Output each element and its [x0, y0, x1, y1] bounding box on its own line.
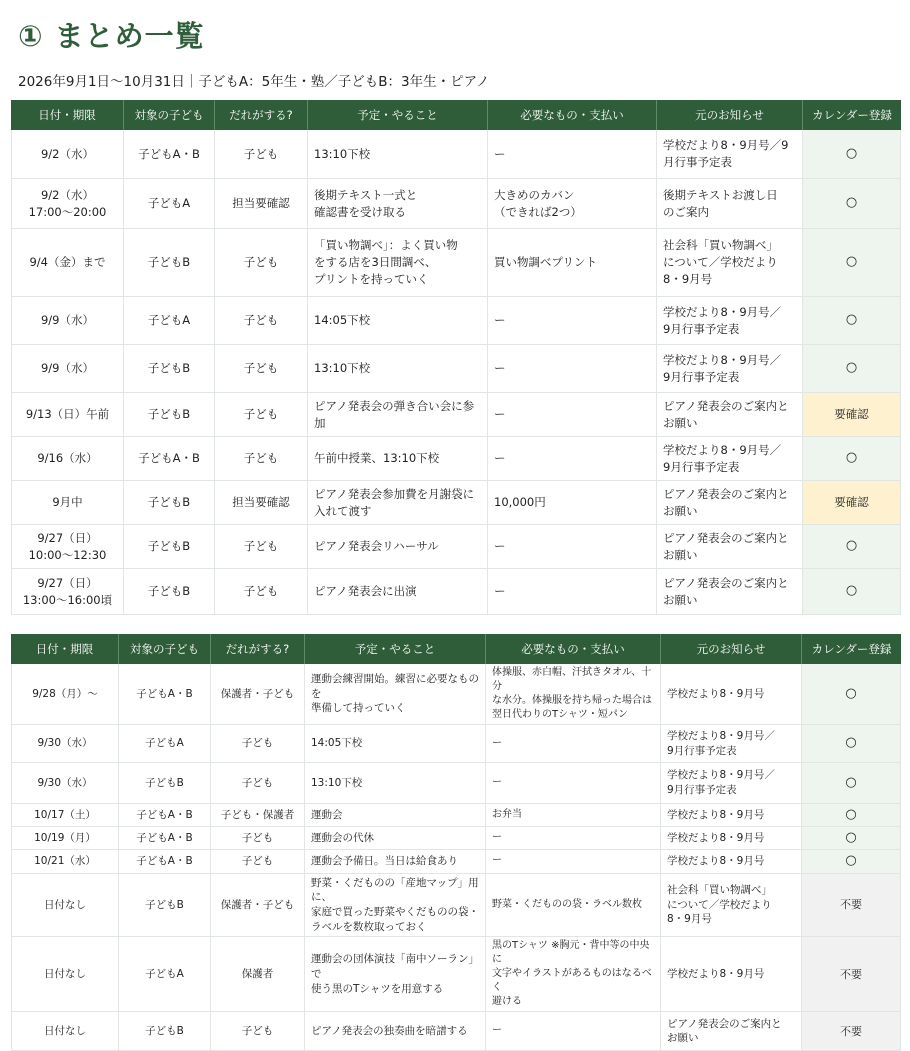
- who-cell: 担当要確認: [215, 179, 308, 229]
- items-cell: ー: [488, 569, 657, 615]
- items-cell: ー: [486, 827, 661, 850]
- calendar-cell: 要確認: [803, 393, 901, 437]
- table-row: [11, 481, 901, 525]
- date-cell: 9/2（水）: [11, 130, 124, 179]
- date-cell: 日付なし: [11, 1012, 119, 1051]
- column-header: 日付・期限: [11, 100, 124, 130]
- child-cell: 子どもA・B: [119, 804, 211, 827]
- calendar-cell: ○: [802, 804, 901, 827]
- column-header: 対象の子ども: [124, 100, 215, 130]
- date-cell: 9/27（日） 10:00〜12:30: [11, 525, 124, 569]
- task-cell: 運動会予備日。当日は給食あり: [305, 850, 486, 873]
- table-row: [11, 827, 901, 850]
- who-cell: 子ども: [215, 569, 308, 615]
- items-cell: ー: [486, 1012, 661, 1051]
- source-cell: 社会科「買い物調べ」 について／学校だより 8・9月号: [661, 874, 802, 938]
- child-cell: 子どもB: [119, 1012, 211, 1051]
- child-cell: 子どもA: [124, 179, 215, 229]
- calendar-cell: ○: [803, 345, 901, 393]
- table-row: [11, 345, 901, 393]
- child-cell: 子どもB: [124, 569, 215, 615]
- task-cell: 14:05下校: [308, 297, 488, 345]
- who-cell: 担当要確認: [215, 481, 308, 525]
- table-header-row: [11, 100, 901, 130]
- source-cell: 学校だより8・9月号: [661, 664, 802, 725]
- table-row: [11, 1012, 901, 1051]
- schedule-table-october: [11, 634, 901, 1051]
- column-header: 予定・やること: [305, 634, 486, 664]
- task-cell: 「買い物調べ」：よく買い物 をする店を3日間調べ、 プリントを持っていく: [308, 229, 488, 297]
- source-cell: 学校だより8・9月号／ 9月行事予定表: [661, 725, 802, 763]
- calendar-cell: ○: [803, 525, 901, 569]
- child-cell: 子どもA: [124, 297, 215, 345]
- calendar-cell: ○: [803, 229, 901, 297]
- date-cell: 9/4（金）まで: [11, 229, 124, 297]
- page-title: ① まとめ一覧: [18, 19, 205, 53]
- table-row: [11, 130, 901, 179]
- task-cell: 野菜・くだものの「産地マップ」用に、 家庭で買った野菜やくだものの袋・ ラベルを数枚取っておく: [305, 874, 486, 938]
- child-cell: 子どもA・B: [124, 130, 215, 179]
- date-cell: 日付なし: [11, 874, 119, 938]
- source-cell: 学校だより8・9月号: [661, 827, 802, 850]
- child-cell: 子どもB: [124, 345, 215, 393]
- calendar-cell: ○: [803, 179, 901, 229]
- table-row: [11, 297, 901, 345]
- date-cell: 9/13（日）午前: [11, 393, 124, 437]
- calendar-cell: ○: [803, 130, 901, 179]
- child-cell: 子どもB: [119, 763, 211, 804]
- source-cell: 後期テキストお渡し日 のご案内: [657, 179, 803, 229]
- source-cell: 学校だより8・9月号／9月行事予定表: [657, 130, 803, 179]
- column-header: だれがする?: [215, 100, 308, 130]
- items-cell: ー: [488, 525, 657, 569]
- child-cell: 子どもB: [124, 481, 215, 525]
- who-cell: 保護者・子ども: [211, 664, 305, 725]
- source-cell: ピアノ発表会のご案内と お願い: [657, 393, 803, 437]
- calendar-cell: ○: [802, 664, 901, 725]
- who-cell: 子ども: [215, 297, 308, 345]
- items-cell: 体操服、赤白帽、汗拭きタオル、十分 な水分。体操服を持ち帰った場合は 翌日代わりのTシャツ・短パン: [486, 664, 661, 725]
- items-cell: ー: [488, 345, 657, 393]
- task-cell: ピアノ発表会参加費を月謝袋に 入れて渡す: [308, 481, 488, 525]
- child-cell: 子どもA・B: [119, 827, 211, 850]
- calendar-cell: ○: [802, 725, 901, 763]
- items-cell: ー: [488, 130, 657, 179]
- who-cell: 子ども: [215, 525, 308, 569]
- source-cell: ピアノ発表会のご案内と お願い: [657, 569, 803, 615]
- items-cell: ー: [486, 850, 661, 873]
- calendar-cell: ○: [803, 437, 901, 481]
- table-row: [11, 763, 901, 804]
- child-cell: 子どもB: [124, 525, 215, 569]
- child-cell: 子どもB: [124, 393, 215, 437]
- source-cell: 学校だより8・9月号／ 9月行事予定表: [661, 763, 802, 804]
- who-cell: 子ども: [211, 725, 305, 763]
- who-cell: 子ども: [211, 827, 305, 850]
- child-cell: 子どもA・B: [119, 664, 211, 725]
- source-cell: 学校だより8・9月号／ 9月行事予定表: [657, 437, 803, 481]
- child-cell: 子どもA: [119, 937, 211, 1012]
- child-cell: 子どもB: [119, 874, 211, 938]
- date-cell: 9/9（水）: [11, 345, 124, 393]
- task-cell: ピアノ発表会の独奏曲を暗譜する: [305, 1012, 486, 1051]
- table-row: [11, 937, 901, 1012]
- child-cell: 子どもA: [119, 725, 211, 763]
- date-cell: 9/30（水）: [11, 763, 119, 804]
- column-header: カレンダー登録: [803, 100, 901, 130]
- calendar-cell: ○: [802, 850, 901, 873]
- calendar-cell: ○: [803, 297, 901, 345]
- column-header: 対象の子ども: [119, 634, 211, 664]
- date-cell: 9月中: [11, 481, 124, 525]
- items-cell: ー: [488, 393, 657, 437]
- table-row: [11, 804, 901, 827]
- date-cell: 9/2（水） 17:00〜20:00: [11, 179, 124, 229]
- column-header: 日付・期限: [11, 634, 119, 664]
- who-cell: 子ども・保護者: [211, 804, 305, 827]
- column-header: 元のお知らせ: [661, 634, 802, 664]
- task-cell: 運動会練習開始。練習に必要なものを 準備して持っていく: [305, 664, 486, 725]
- task-cell: 午前中授業、13:10下校: [308, 437, 488, 481]
- table-row: [11, 725, 901, 763]
- source-cell: 社会科「買い物調べ」 について／学校だより 8・9月号: [657, 229, 803, 297]
- task-cell: ピアノ発表会に出演: [308, 569, 488, 615]
- task-cell: 13:10下校: [308, 345, 488, 393]
- items-cell: 大きめのカバン （できれば2つ）: [488, 179, 657, 229]
- source-cell: ピアノ発表会のご案内と お願い: [657, 481, 803, 525]
- column-header: 必要なもの・支払い: [486, 634, 661, 664]
- who-cell: 子ども: [215, 130, 308, 179]
- table-row: [11, 569, 901, 615]
- table-row: [11, 229, 901, 297]
- who-cell: 子ども: [211, 1012, 305, 1051]
- page-subtitle: 2026年9月1日〜10月31日｜子どもA：5年生・塾／子どもB：3年生・ピアノ: [18, 74, 490, 90]
- date-cell: 9/30（水）: [11, 725, 119, 763]
- source-cell: ピアノ発表会のご案内と お願い: [661, 1012, 802, 1051]
- date-cell: 9/9（水）: [11, 297, 124, 345]
- who-cell: 子ども: [215, 345, 308, 393]
- source-cell: ピアノ発表会のご案内と お願い: [657, 525, 803, 569]
- who-cell: 子ども: [211, 763, 305, 804]
- column-header: 必要なもの・支払い: [488, 100, 657, 130]
- calendar-cell: ○: [803, 569, 901, 615]
- task-cell: 運動会の代休: [305, 827, 486, 850]
- column-header: 予定・やること: [308, 100, 488, 130]
- who-cell: 子ども: [215, 393, 308, 437]
- items-cell: ー: [486, 763, 661, 804]
- table-row: [11, 525, 901, 569]
- task-cell: ピアノ発表会の弾き合い会に参加: [308, 393, 488, 437]
- table-row: [11, 393, 901, 437]
- date-cell: 10/19（月）: [11, 827, 119, 850]
- calendar-cell: 不要: [802, 937, 901, 1012]
- items-cell: ー: [486, 725, 661, 763]
- source-cell: 学校だより8・9月号: [661, 937, 802, 1012]
- calendar-cell: 不要: [802, 1012, 901, 1051]
- task-cell: 14:05下校: [305, 725, 486, 763]
- column-header: 元のお知らせ: [657, 100, 803, 130]
- items-cell: 10,000円: [488, 481, 657, 525]
- task-cell: 13:10下校: [305, 763, 486, 804]
- table-row: [11, 179, 901, 229]
- calendar-cell: 不要: [802, 874, 901, 938]
- date-cell: 日付なし: [11, 937, 119, 1012]
- child-cell: 子どもB: [124, 229, 215, 297]
- task-cell: 後期テキスト一式と 確認書を受け取る: [308, 179, 488, 229]
- child-cell: 子どもA・B: [124, 437, 215, 481]
- who-cell: 保護者・子ども: [211, 874, 305, 938]
- schedule-table-september: [11, 100, 901, 615]
- date-cell: 9/16（水）: [11, 437, 124, 481]
- table-row: [11, 874, 901, 938]
- table-row: [11, 850, 901, 873]
- calendar-cell: ○: [802, 827, 901, 850]
- who-cell: 子ども: [215, 437, 308, 481]
- column-header: カレンダー登録: [802, 634, 901, 664]
- date-cell: 9/28（月）〜: [11, 664, 119, 725]
- who-cell: 子ども: [215, 229, 308, 297]
- date-cell: 10/21（水）: [11, 850, 119, 873]
- source-cell: 学校だより8・9月号／ 9月行事予定表: [657, 297, 803, 345]
- task-cell: ピアノ発表会リハーサル: [308, 525, 488, 569]
- source-cell: 学校だより8・9月号／ 9月行事予定表: [657, 345, 803, 393]
- source-cell: 学校だより8・9月号: [661, 850, 802, 873]
- date-cell: 9/27（日） 13:00〜16:00頃: [11, 569, 124, 615]
- child-cell: 子どもA・B: [119, 850, 211, 873]
- items-cell: 野菜・くだものの袋・ラベル数枚: [486, 874, 661, 938]
- items-cell: ー: [488, 437, 657, 481]
- items-cell: 黒のTシャツ ※胸元・背中等の中央に 文字やイラストがあるものはなるべく 避ける: [486, 937, 661, 1012]
- column-header: だれがする?: [211, 634, 305, 664]
- items-cell: ー: [488, 297, 657, 345]
- items-cell: お弁当: [486, 804, 661, 827]
- table-row: [11, 664, 901, 725]
- table-header-row: [11, 634, 901, 664]
- items-cell: 買い物調べプリント: [488, 229, 657, 297]
- calendar-cell: 要確認: [803, 481, 901, 525]
- task-cell: 運動会の団体演技「南中ソーラン」で 使う黒のTシャツを用意する: [305, 937, 486, 1012]
- task-cell: 13:10下校: [308, 130, 488, 179]
- task-cell: 運動会: [305, 804, 486, 827]
- date-cell: 10/17（土）: [11, 804, 119, 827]
- who-cell: 保護者: [211, 937, 305, 1012]
- source-cell: 学校だより8・9月号: [661, 804, 802, 827]
- table-row: [11, 437, 901, 481]
- who-cell: 子ども: [211, 850, 305, 873]
- calendar-cell: ○: [802, 763, 901, 804]
